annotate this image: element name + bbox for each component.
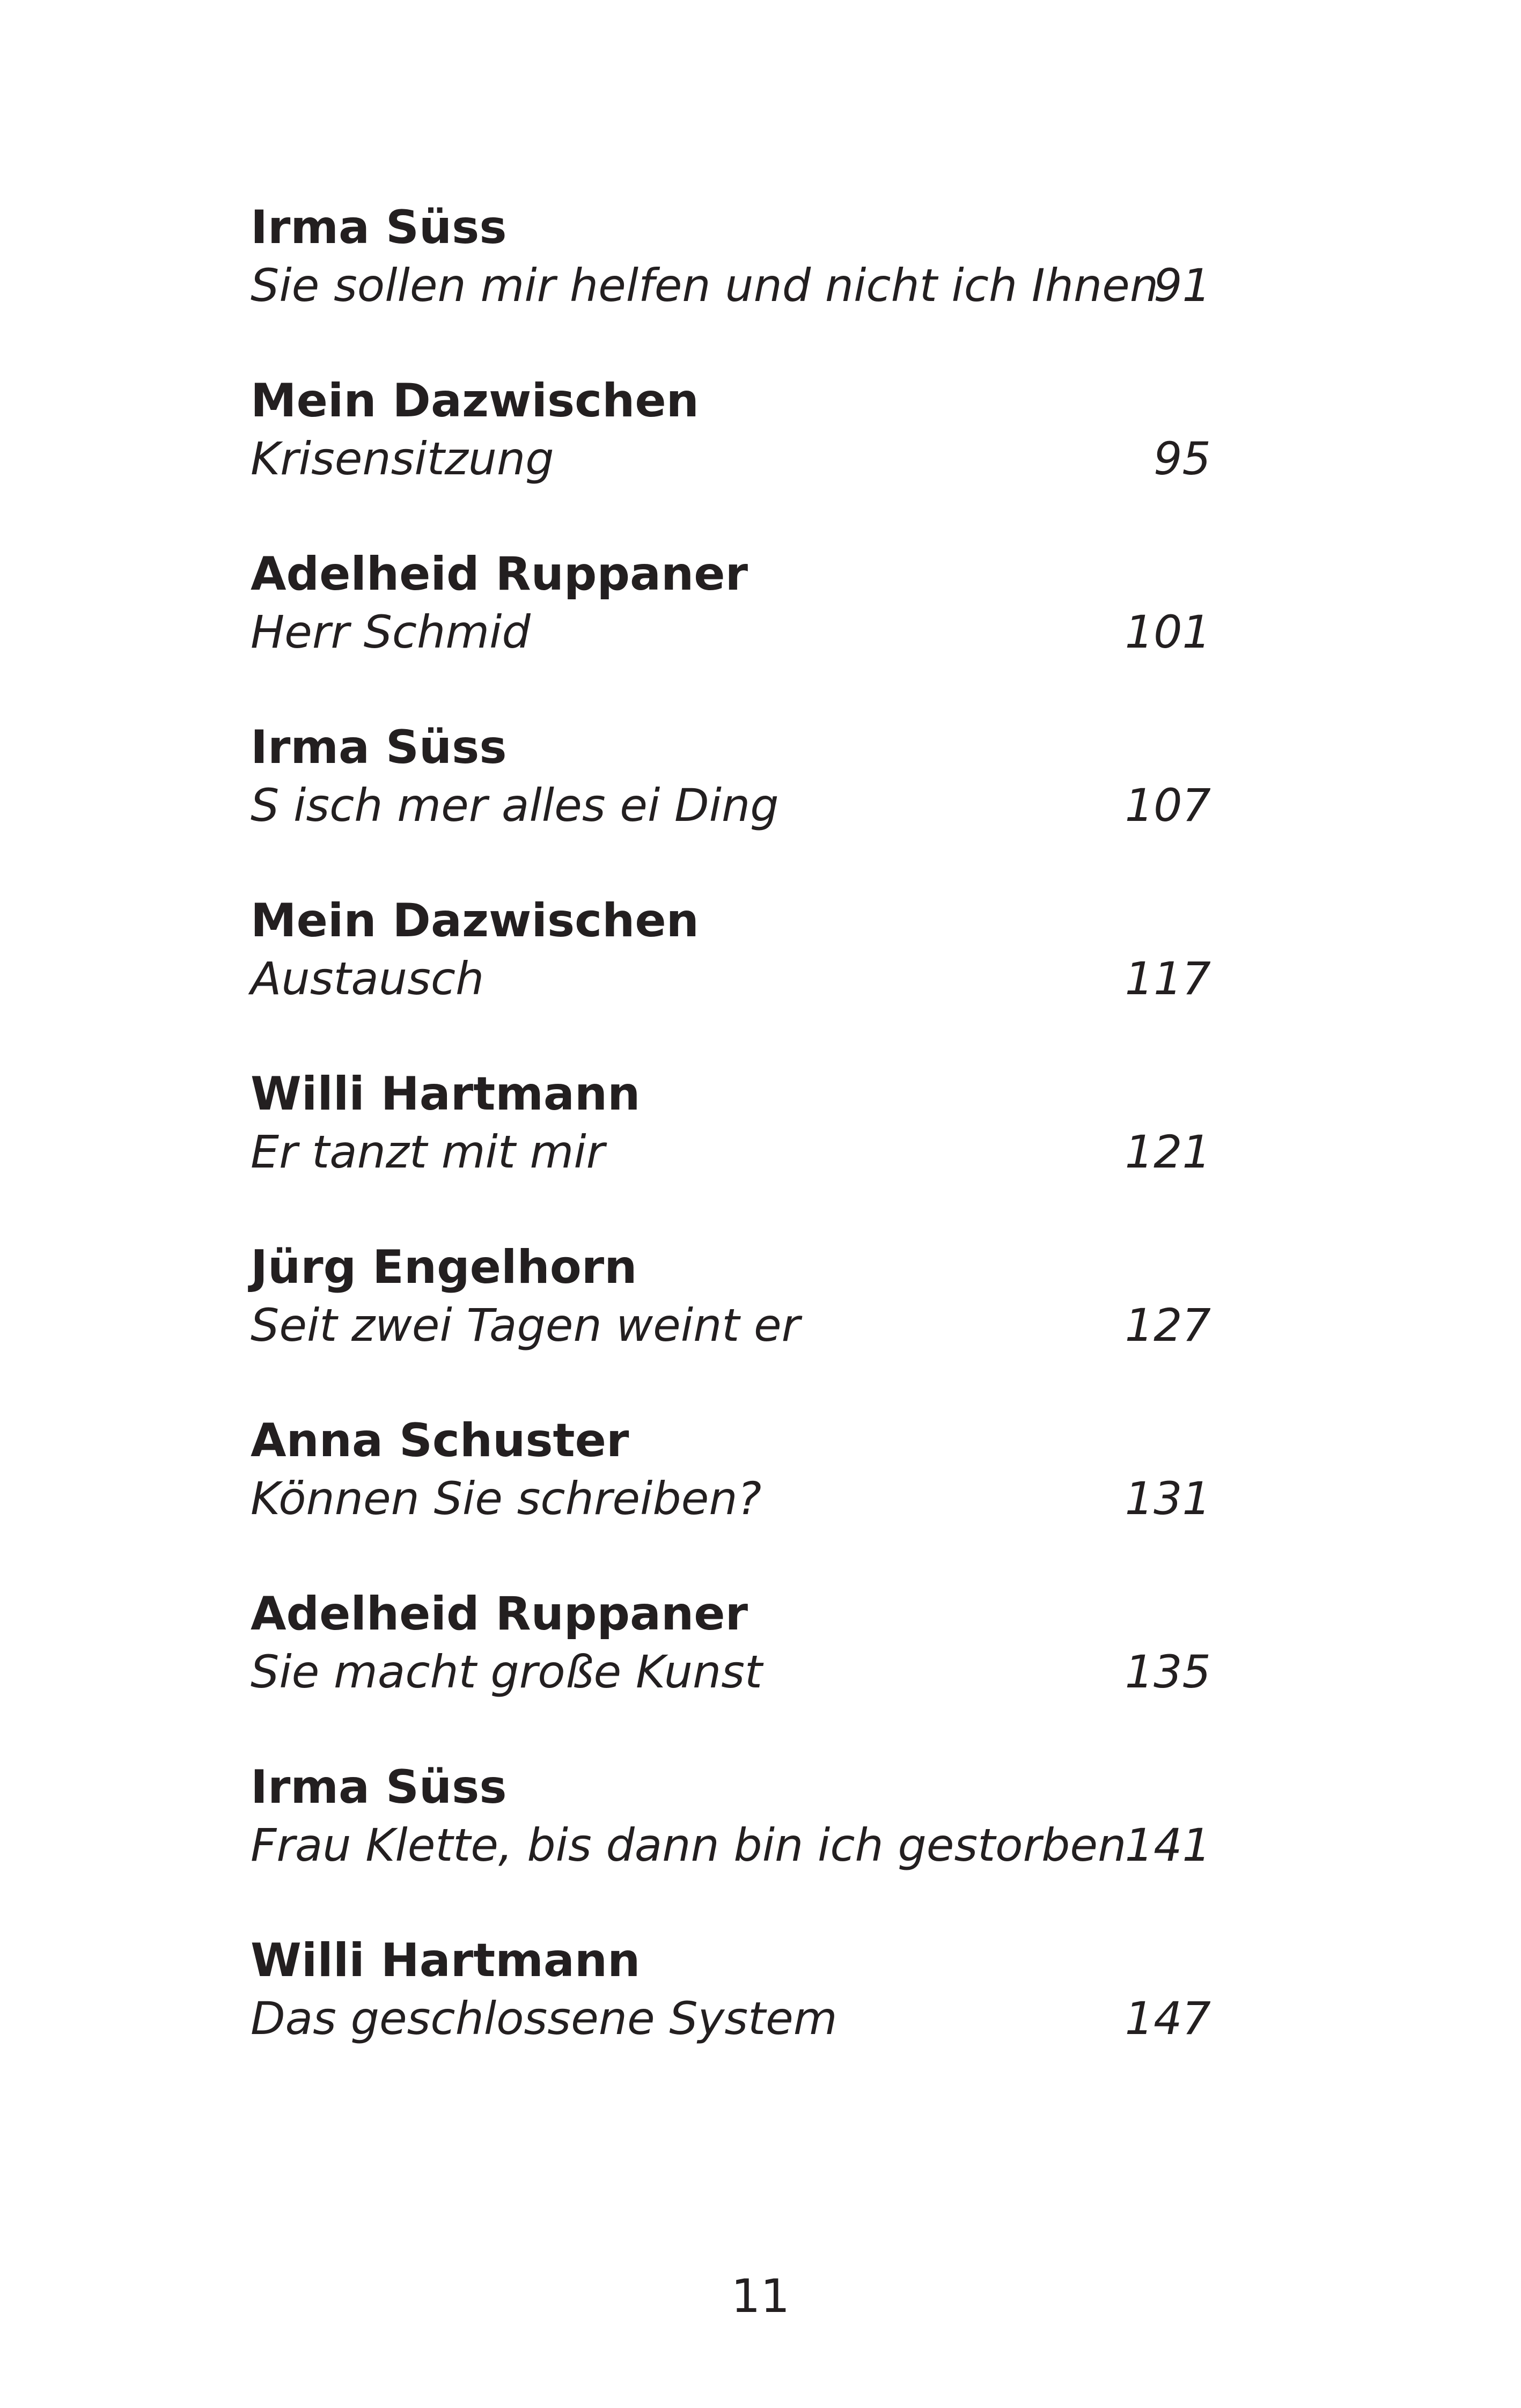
toc-title-line xyxy=(251,1643,1211,1701)
toc-title: Können Sie schreiben? xyxy=(251,1472,762,1525)
toc-author: Adelheid Ruppaner xyxy=(251,547,748,601)
toc-page-number: 121 xyxy=(1125,1126,1211,1178)
toc-page-number: 107 xyxy=(1125,779,1211,832)
toc-entry xyxy=(251,545,1211,718)
toc-author: Adelheid Ruppaner xyxy=(251,1587,748,1641)
toc-title: Er tanzt mit mir xyxy=(251,1126,605,1178)
toc-entry xyxy=(251,892,1211,1065)
toc-title: S isch mer alles ei Ding xyxy=(251,779,779,832)
toc-title: Das geschlossene System xyxy=(251,1992,837,2045)
toc-page-number: 101 xyxy=(1125,606,1211,658)
toc-author: Irma Süss xyxy=(251,721,507,774)
toc-page-number: 141 xyxy=(1125,1819,1211,1871)
toc-author: Irma Süss xyxy=(251,201,507,254)
toc-author: Willi Hartmann xyxy=(251,1934,641,1987)
toc-entry xyxy=(251,1758,1211,1932)
toc-title-line xyxy=(251,603,1211,661)
toc-page-number: 135 xyxy=(1125,1646,1211,1698)
toc-title: Sie macht große Kunst xyxy=(251,1646,762,1698)
toc-title-line xyxy=(251,950,1211,1008)
toc-entry xyxy=(251,1585,1211,1758)
toc-title-line xyxy=(251,256,1211,314)
toc-title: Austausch xyxy=(251,952,484,1005)
toc-page-number: 131 xyxy=(1125,1472,1211,1525)
toc-title: Frau Klette, bis dann bin ich gestorben xyxy=(251,1819,1127,1871)
toc-entry xyxy=(251,1412,1211,1585)
toc-entry xyxy=(251,718,1211,892)
toc-page-number: 91 xyxy=(1153,259,1211,312)
toc-entry xyxy=(251,1065,1211,1238)
toc-page-number: 127 xyxy=(1125,1299,1211,1352)
toc-title-line xyxy=(251,1989,1211,2047)
toc-author: Anna Schuster xyxy=(251,1414,629,1467)
toc-title-line xyxy=(251,1470,1211,1528)
table-of-contents xyxy=(251,199,1211,2105)
toc-entry xyxy=(251,372,1211,545)
toc-title-line xyxy=(251,776,1211,834)
toc-page-number: 117 xyxy=(1125,952,1211,1005)
toc-page-number: 147 xyxy=(1125,1992,1211,2045)
toc-author: Mein Dazwischen xyxy=(251,374,699,428)
toc-title: Krisensitzung xyxy=(251,432,554,485)
toc-title: Seit zwei Tagen weint er xyxy=(251,1299,800,1352)
toc-author: Willi Hartmann xyxy=(251,1067,641,1121)
toc-entry xyxy=(251,1238,1211,1412)
toc-title-line xyxy=(251,1296,1211,1354)
toc-author: Jürg Engelhorn xyxy=(251,1240,637,1294)
toc-entry xyxy=(251,1932,1211,2105)
toc-title-line xyxy=(251,430,1211,488)
toc-title-line xyxy=(251,1123,1211,1181)
toc-author: Irma Süss xyxy=(251,1760,507,1814)
toc-author: Mein Dazwischen xyxy=(251,894,699,948)
page-folio: 11 xyxy=(731,2270,790,2323)
toc-entry xyxy=(251,199,1211,372)
toc-title: Sie sollen mir helfen und nicht ich Ihnen xyxy=(251,259,1159,312)
toc-title: Herr Schmid xyxy=(251,606,531,658)
toc-title-line xyxy=(251,1816,1211,1874)
toc-page-number: 95 xyxy=(1153,432,1211,485)
